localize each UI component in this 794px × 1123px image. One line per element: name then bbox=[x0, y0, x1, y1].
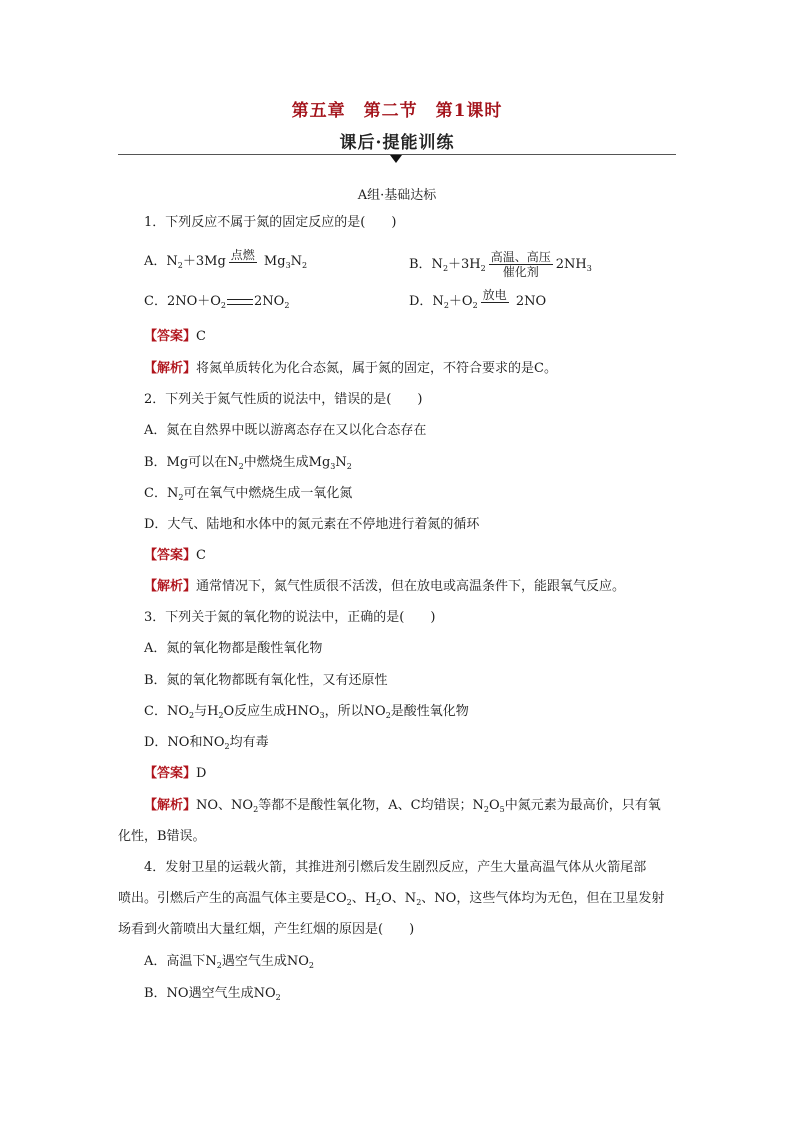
q1-option-b: B．$N_2+3H_2$ 高温、高压 催化剂 $2NH_3$ bbox=[409, 250, 592, 279]
q1-answer: 【答案】C bbox=[144, 329, 206, 344]
q1-stem: 1．下列反应不属于氮的固定反应的是( ) bbox=[144, 215, 397, 230]
group-heading: A组·基础达标 bbox=[357, 188, 437, 203]
q3-analysis-continued: 化性，B错误。 bbox=[118, 829, 206, 844]
page-title: 第五章 第二节 第1课时 bbox=[291, 101, 503, 121]
q2-option-a: A．氮在自然界中既以游离态存在又以化合态存在 bbox=[144, 423, 427, 438]
q4-option-a: A．高温下$N_2$遇空气生成$NO_2$ bbox=[144, 954, 314, 970]
q1-option-d: D．$N_2+O_2$ 放电 2NO bbox=[409, 288, 547, 310]
q4-stem-line3: 场看到火箭喷出大量红烟，产生红烟的原因是( ) bbox=[118, 922, 415, 937]
q1-analysis: 【解析】将氮单质转化为化合态氮，属于氮的固定，不符合要求的是C。 bbox=[144, 361, 557, 376]
q2-option-d: D．大气、陆地和水体中的氮元素在不停地进行着氮的循环 bbox=[144, 517, 480, 532]
q2-option-b: B．Mg可以在$N_2$中燃烧生成$Mg_3N_2$ bbox=[144, 455, 352, 471]
q4-stem-line1: 4．发射卫星的运载火箭，其推进剂引燃后发生剧烈反应，产生大量高温气体从火箭尾部 bbox=[144, 860, 647, 875]
q3-stem: 3．下列关于氮的氧化物的说法中，正确的是( ) bbox=[144, 610, 436, 625]
q4-stem-line2: 喷出。引燃后产生的高温气体主要是$CO_2$、$H_2O$、$N_2$、NO，这些气体均为无色，但在卫星发射 bbox=[118, 891, 665, 907]
q2-analysis: 【解析】通常情况下，氮气性质很不活泼，但在放电或高温条件下，能跟氧气反应。 bbox=[144, 579, 626, 594]
q1-option-a: A．$N_2+3Mg$ 点燃 $Mg_3N_2$ bbox=[144, 248, 308, 270]
q3-option-b: B．氮的氧化物都既有氧化性，又有还原性 bbox=[144, 673, 388, 688]
section-subtitle: 课后·提能训练 bbox=[339, 133, 455, 153]
q3-option-c: C．$NO_2$与$H_2O$反应生成$HNO_3$，所以$NO_2$是酸性氧化物 bbox=[144, 704, 469, 720]
triangle-marker-icon bbox=[390, 155, 402, 163]
q4-option-b: B．NO遇空气生成$NO_2$ bbox=[144, 986, 281, 1002]
q2-option-c: C．$N_2$可在氧气中燃烧生成一氧化氮 bbox=[144, 486, 353, 502]
q1-option-c: C．$2NO+O_2$ $2NO_2$ bbox=[144, 294, 290, 310]
q2-answer: 【答案】C bbox=[144, 548, 206, 563]
q3-option-a: A．氮的氧化物都是酸性氧化物 bbox=[144, 641, 323, 656]
q3-option-d: D．NO和$NO_2$均有毒 bbox=[144, 735, 269, 751]
q2-stem: 2．下列关于氮气性质的说法中，错误的是( ) bbox=[144, 392, 423, 407]
q3-analysis: 【解析】NO、$NO_2$等都不是酸性氧化物，A、C均错误；$N_2O_5$中氮元素为最高价，只有氧 bbox=[144, 798, 661, 814]
q3-answer: 【答案】D bbox=[144, 766, 207, 781]
